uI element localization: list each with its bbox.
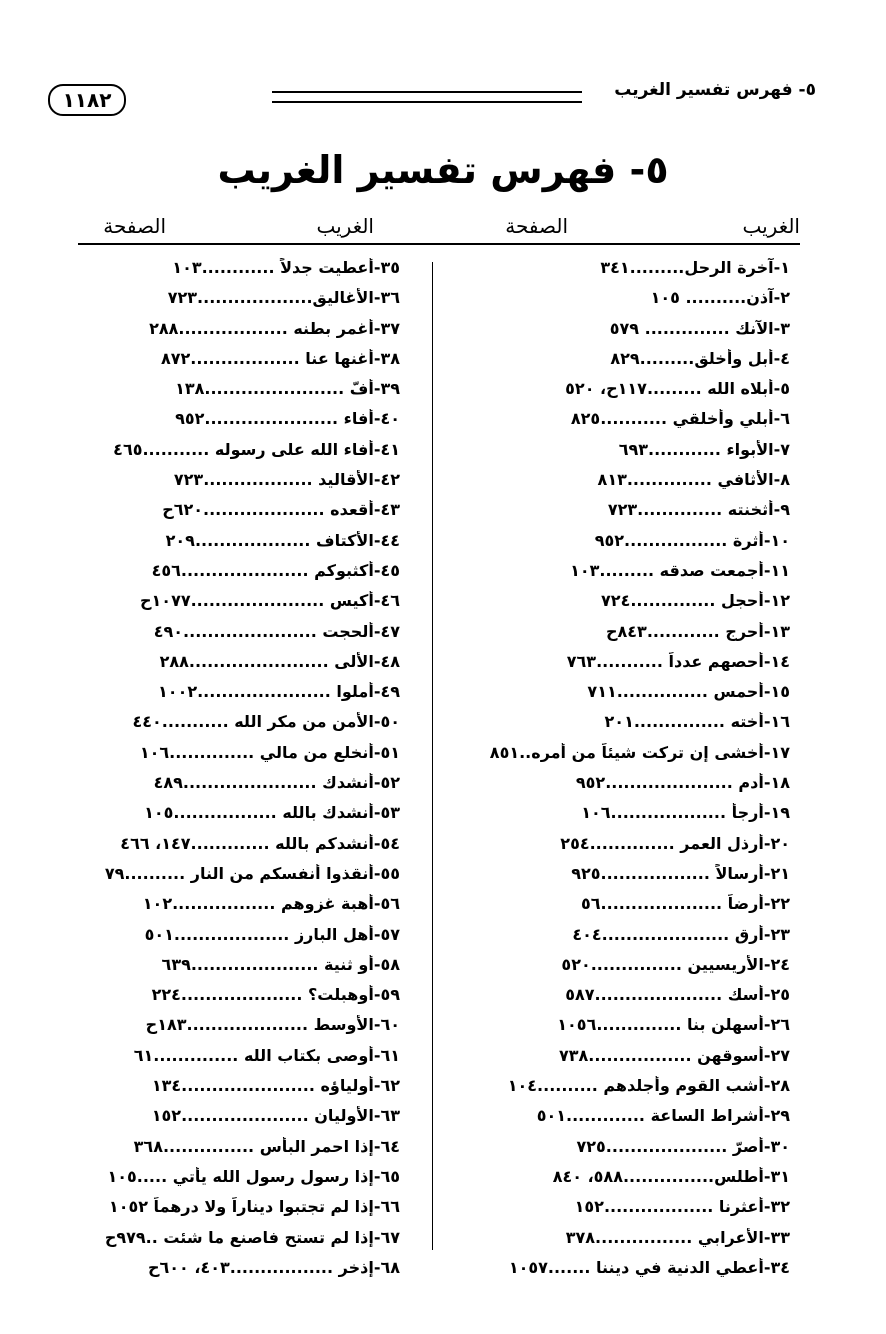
- index-entry: ٥٧-أهل البارز ...................٥٠١: [144, 924, 400, 944]
- index-entry: ٨-الأثافي ..............٨١٣: [597, 470, 790, 490]
- index-entry: ٣٩-أفّ .......................١٣٨: [175, 379, 400, 399]
- index-entry: ٦١-أوصى بكتاب الله ..............٦١: [133, 1045, 400, 1065]
- index-entry: ٥٥-أنقذوا أنفسكم من النار ..........٧٩: [104, 863, 400, 883]
- index-entry: ٥٩-أوهبلت؟ ....................٢٢٤: [151, 985, 400, 1005]
- running-header-title: ٥- فهرس تفسير الغريب: [614, 80, 816, 100]
- index-entry: ١١-أجمعت صدقه .........١٠٣: [570, 560, 790, 580]
- header-underline: [78, 243, 800, 245]
- index-entry: ١٣-أحرج ............٨٤٣ح: [605, 621, 790, 641]
- index-entry: ٤٨-الألى .......................٢٨٨: [159, 651, 400, 671]
- index-entry: ٦٢-أولياؤه ......................١٣٤: [151, 1076, 400, 1096]
- index-entry: ٣٣-الأعرابي ................٣٧٨: [565, 1227, 790, 1247]
- column-divider: [432, 262, 433, 1250]
- right-column-word-header: الغريب: [742, 214, 800, 238]
- index-entry: ١٨-أدم .....................٩٥٢: [575, 773, 790, 793]
- index-entry: ٤٠-أفاء ......................٩٥٢: [175, 409, 400, 429]
- index-entry: ٢-آذن.......... ١٠٥: [650, 288, 790, 308]
- index-entry: ٢٢-أرضاً ....................٥٦: [581, 894, 790, 914]
- index-entry: ٣-الآنك .............. ٥٧٩: [609, 318, 790, 338]
- index-column-right: [468, 258, 790, 1288]
- index-entry: ٥٤-أنشدكم بالله .............١٤٧، ٤٦٦: [120, 833, 400, 853]
- index-entry: ١-آخرة الرحل.........٣٤١: [600, 258, 790, 277]
- index-entry: ٥-أبلاه الله .........١١٧ح، ٥٢٠: [565, 379, 790, 399]
- index-entry: ٤٣-أقعده ....................٦٢٠ح: [162, 500, 400, 520]
- index-entry: ٣٤-أعطي الدنية في ديننا .......١٠٥٧: [508, 1257, 790, 1277]
- index-entry: ٣٨-أغنها عنا ..................٨٧٢: [161, 348, 400, 368]
- index-entry: ١٦-أخته ...............٢٠١: [604, 712, 790, 732]
- page-number-badge: ١١٨٢: [48, 84, 126, 116]
- index-entry: ٢٦-أسهلن بنا ..............١٠٥٦: [557, 1015, 790, 1035]
- index-entry: ٢٨-أشب القوم وأجلدهم ..........١٠٤: [507, 1076, 790, 1096]
- index-entry: ٦٦-إذا لم تجتبوا ديناراً ولا درهماً ١٠٥٢: [108, 1197, 400, 1217]
- index-entry: ٣٠-أصرّ ....................٧٢٥: [576, 1136, 790, 1156]
- index-entry: ٦٣-الأوليان .....................١٥٢: [151, 1106, 400, 1126]
- index-entry: ٢٤-الأريسيين ...............٥٢٠: [561, 954, 790, 974]
- index-entry: ٥٠-الأمن من مكر الله ...........٤٤٠: [132, 712, 400, 732]
- index-entry: ١٤-أحصهم عدداً ...........٧٦٣: [566, 651, 790, 671]
- index-entry: ٤١-أفاء الله على رسوله ...........٤٦٥: [113, 439, 400, 459]
- index-entry: ٤٧-ألحجت ......................٤٩٠: [153, 621, 400, 641]
- index-entry: ٤٦-أكيس ......................١٠٧٧ح: [140, 591, 400, 611]
- left-column-page-header: الصفحة: [103, 214, 166, 238]
- index-entry: ٦٥-إذا رسول رسول الله يأتي .....١٠٥: [107, 1166, 400, 1186]
- index-entry: ٢١-أرسالاً ..................٩٢٥: [571, 863, 790, 883]
- index-entry: ٦٠-الأوسط ....................١٨٣ح: [145, 1015, 400, 1035]
- index-entry: ٦٤-إذا احمر البأس ...............٣٦٨: [133, 1136, 400, 1156]
- index-entry: ٥٨-أو ثنية .....................٦٣٩: [161, 954, 400, 974]
- index-entry: ٥٢-أنشدك ......................٤٨٩: [153, 773, 400, 793]
- index-entry: ٤٤-الأكتاف ...................٢٠٩: [165, 530, 400, 550]
- index-entry: ٥١-أنخلع من مالي ..............١٠٦: [139, 742, 400, 762]
- index-entry: ٣٥-أعطيت جدلاً ............١٠٣: [172, 258, 400, 277]
- index-entry: ٤٩-أملوا ......................١٠٠٢: [158, 682, 400, 702]
- index-entry: ٥٣-أنشدك بالله .................١٠٥: [144, 803, 400, 823]
- left-column-word-header: الغريب: [316, 214, 374, 238]
- index-entry: ٣١-أطلس...............٥٨٨، ٨٤٠: [552, 1166, 790, 1186]
- index-entry: ١٩-أرجأ ...................١٠٦: [581, 803, 790, 823]
- page-title: ٥- فهرس تفسير الغريب: [217, 148, 669, 192]
- right-column-page-header: الصفحة: [505, 214, 568, 238]
- index-entry: ١٠-أثرة .................٩٥٢: [594, 530, 790, 550]
- index-entry: ٣٢-أعثرنا ..................١٥٢: [574, 1197, 790, 1217]
- index-entry: ٥٦-أهبة غزوهم .................١٠٢: [142, 894, 400, 914]
- index-entry: ٢٣-أرق .....................٤٠٤: [572, 924, 790, 944]
- index-entry: ٦٨-إذخر .................٤٠٣، ٦٠٠ح: [147, 1257, 400, 1277]
- index-entry: ٤٥-أكثبوكم .....................٤٥٦: [151, 560, 400, 580]
- index-entry: ٢٥-أسك .....................٥٨٧: [565, 985, 790, 1005]
- running-header: [48, 80, 816, 120]
- index-entry: ١٥-أحمس ...............٧١١: [587, 682, 790, 702]
- index-entry: ١٢-أحجل ..............٧٢٤: [601, 591, 790, 611]
- index-entry: ٣٧-أغمر بطنه ..................٢٨٨: [149, 318, 400, 338]
- index-entry: ٦٧-إذا لم تستح فاصنع ما شئت ..٩٧٩ح: [104, 1227, 400, 1247]
- index-column-left: [76, 258, 400, 1288]
- index-entry: ١٧-أخشى إن تركت شيئاً من أمره..٨٥١: [489, 742, 790, 762]
- index-entry: ٩-أثخنته ..............٧٢٣: [607, 500, 790, 520]
- index-entry: ٦-أبلي وأخلقي ...........٨٢٥: [570, 409, 790, 429]
- index-entry: ٣٦-الأغاليق...................٧٢٣: [167, 288, 400, 308]
- index-entry: ٢٩-أشراط الساعة .............٥٠١: [536, 1106, 790, 1126]
- index-entry: ٤-أبل وأخلق.........٨٢٩: [610, 348, 790, 368]
- index-entry: ٢٧-أسوقهن .................٧٣٨: [558, 1045, 790, 1065]
- index-entry: ٧-الأبواء ............٦٩٣: [618, 439, 790, 459]
- header-double-rule: [272, 91, 582, 103]
- index-entry: ٤٢-الأقاليد ..................٧٢٣: [173, 470, 400, 490]
- index-entry: ٢٠-أرذل العمر ..............٢٥٤: [560, 833, 790, 853]
